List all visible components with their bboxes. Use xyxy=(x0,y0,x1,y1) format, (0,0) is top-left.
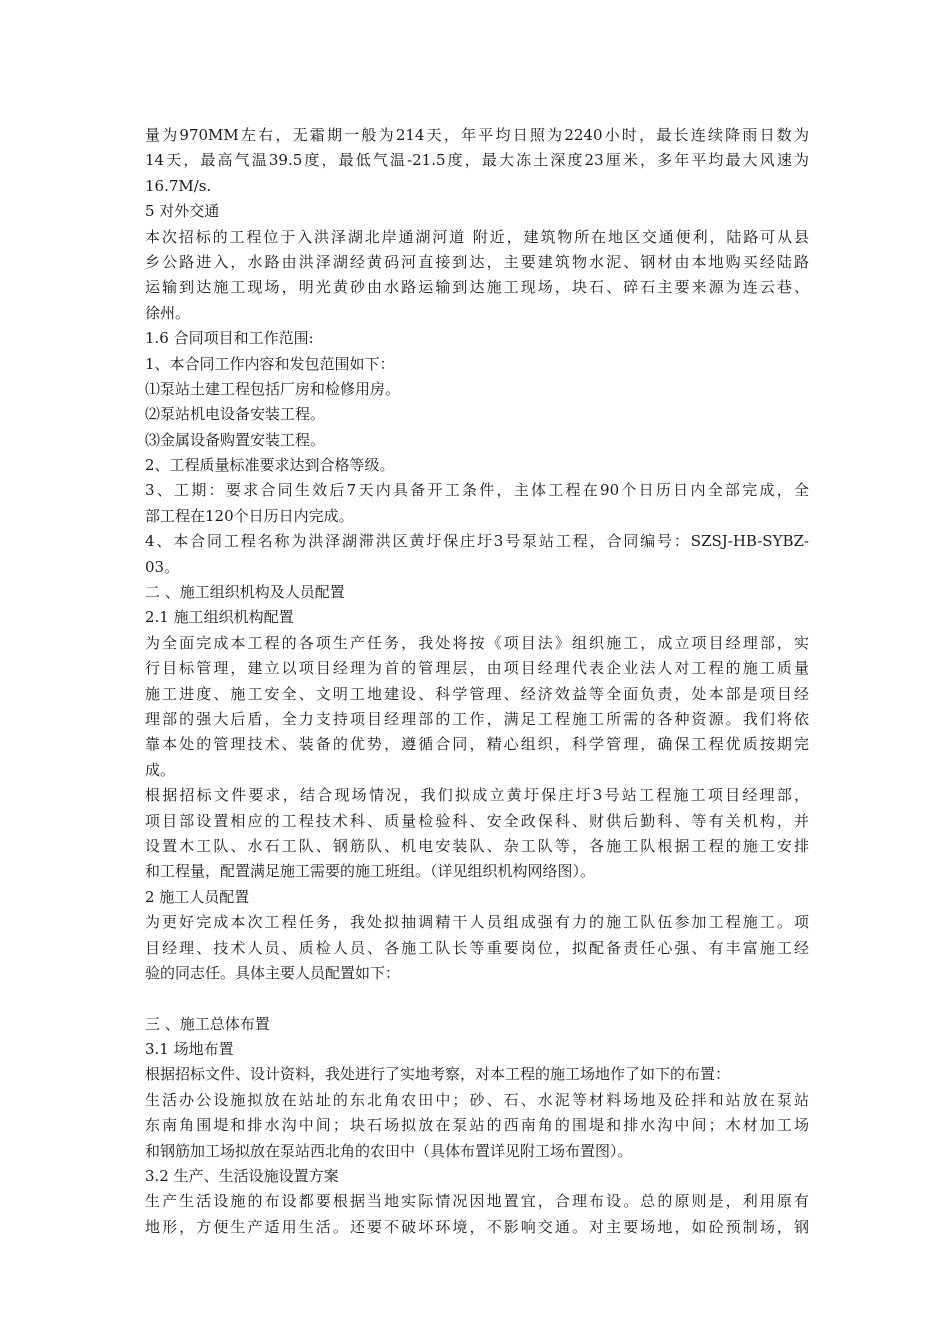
text-line: 根据招标文件要求，结合现场情况，我们拟成立黄圩保庄圩3号站工程施工项目经理部， xyxy=(145,786,809,805)
text-line: 运输到达施工现场，明光黄砂由水路运输到达施工现场，块石、碎石主要来源为连云巷、 xyxy=(145,278,809,297)
text-line: 项目部设置相应的工程技术科、质量检验科、安全政保科、财供后勤科、等有关机构，并 xyxy=(145,811,809,830)
text-line: 1.6 合同项目和工作范围: xyxy=(145,329,314,348)
text-line: 生活办公设施拟放在站址的东北角农田中；砂、石、水泥等材料场地及砼拌和站放在泵站 xyxy=(145,1090,809,1109)
text-line: 和钢筋加工场拟放在泵站西北角的农田中（具体布置详见附工场布置图）。 xyxy=(145,1141,633,1160)
text-line: 靠本处的管理技术、装备的优势，遵循合同，精心组织，科学管理，确保工程优质按期完 xyxy=(145,735,809,754)
text-line: 2、工程质量标准要求达到合格等级。 xyxy=(145,456,395,475)
text-line: 03。 xyxy=(145,557,180,576)
text-line: 东南角围堤和排水沟中间；块石场拟放在泵站的西南角的围堤和排水沟中间；木材加工场 xyxy=(145,1116,809,1135)
document-page xyxy=(145,123,809,1240)
text-line: ⑴泵站土建工程包括厂房和检修用房。 xyxy=(145,379,401,398)
text-line: 地形，方便生产适用生活。还要不破坏环境，不影响交通。对主要场地，如砼预制场，钢 xyxy=(145,1217,809,1236)
text-line: 成。 xyxy=(145,760,176,779)
document-body xyxy=(145,123,809,1240)
text-line: 5 对外交通 xyxy=(145,202,220,221)
text-line: 本次招标的工程位于入洪泽湖北岸通湖河道 附近，建筑物所在地区交通便利，陆路可从县 xyxy=(145,227,809,246)
text-line: 验的同志任。具体主要人员配置如下： xyxy=(145,963,401,982)
text-line: 3、工期：要求合同生效后7天内具备开工条件，主体工程在90个日历日内全部完成，全 xyxy=(145,481,809,500)
text-line: 乡公路进入，水路由洪泽湖经黄码河直接到达，主要建筑物水泥、钢材由本地购买经陆路 xyxy=(145,252,809,271)
text-line: 2.1 施工组织机构配置 xyxy=(145,608,294,627)
text-line: 1、本合同工作内容和发包范围如下： xyxy=(145,354,395,373)
text-line: 设置木工队、水石工队、钢筋队、机电安装队、杂工队等，各施工队根据工程的施工安排 xyxy=(145,836,809,855)
text-line: 16.7M/s. xyxy=(145,176,212,195)
text-line: 施工进度、施工安全、文明工地建设、科学管理、经济效益等全面负责，处本部是项目经 xyxy=(145,684,809,703)
text-line: ⑶金属设备购置安装工程。 xyxy=(145,430,326,449)
text-line: 2 施工人员配置 xyxy=(145,887,250,906)
text-line: 理部的强大后盾，全力支持项目经理部的工作，满足工程施工所需的各种资源。我们将依 xyxy=(145,709,809,728)
text-line: 二 、施工组织机构及人员配置 xyxy=(145,583,345,602)
text-line: 生产生活设施的布设都要根据当地实际情况因地置宜，合理布设。总的原则是，利用原有 xyxy=(145,1192,809,1211)
text-line: 3.2 生产、生活设施设置方案 xyxy=(145,1167,339,1186)
text-line: 4、本合同工程名称为洪泽湖滞洪区黄圩保庄圩3号泵站工程，合同编号：SZSJ-HB-SYBZ- xyxy=(145,532,809,551)
text-line: 部工程在120个日历日内完成。 xyxy=(145,506,354,525)
blank-line xyxy=(145,986,809,1011)
text-line: 为更好完成本次工程任务，我处拟抽调精干人员组成强有力的施工队伍参加工程施工。项 xyxy=(145,913,809,932)
text-line: 量为970MM左右，无霜期一般为214天，年平均日照为2240小时，最长连续降雨日数为 xyxy=(145,126,809,144)
text-line: 14天，最高气温39.5度，最低气温-21.5度，最大冻土深度23厘米，多年平均最大风速为 xyxy=(145,151,809,170)
text-line: 3.1 场地布置 xyxy=(145,1040,234,1059)
text-line: 和工程量，配置满足施工需要的施工班组。（详见组织机构网络图）。 xyxy=(145,862,596,881)
text-line: 目经理、技术人员、质检人员、各施工队长等重要岗位，拟配备责任心强、有丰富施工经 xyxy=(145,938,809,957)
text-line: 徐州。 xyxy=(145,303,191,322)
text-line: 行目标管理，建立以项目经理为首的管理层，由项目经理代表企业法人对工程的施工质量 xyxy=(145,659,809,678)
text-line: 根据招标文件、设计资料，我处进行了实地考察，对本工程的施工场地作了如下的布置： xyxy=(145,1065,731,1084)
text-line: ⑵泵站机电设备安装工程。 xyxy=(145,405,326,424)
text-line: 为全面完成本工程的各项生产任务，我处将按《项目法》组织施工，成立项目经理部，实 xyxy=(145,633,809,652)
text-line: 三 、施工总体布置 xyxy=(145,1014,270,1033)
